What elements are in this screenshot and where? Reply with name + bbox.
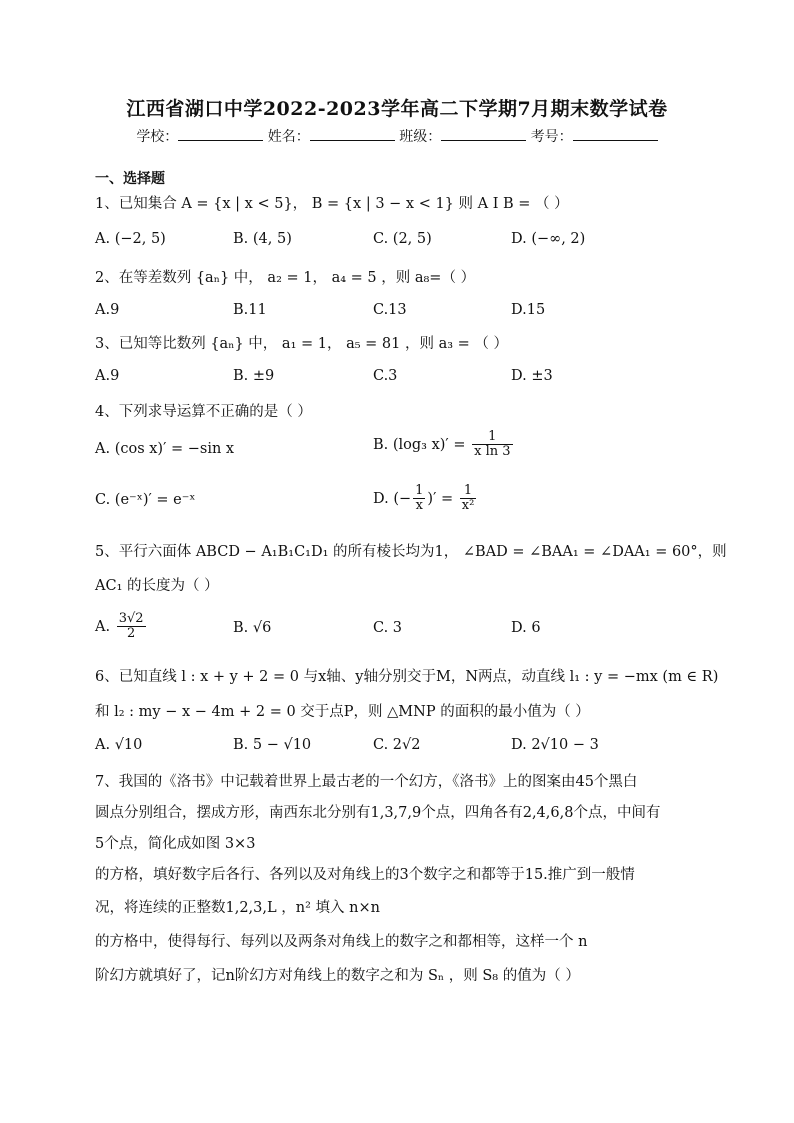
question-3-option-b[interactable]: B. ±9 bbox=[233, 368, 275, 384]
fraction-denominator: x² bbox=[461, 498, 475, 514]
question-6-line-1: 6、已知直线 l : x + y + 2 = 0 与x轴、y轴分别交于M，N两点，动直线 l₁ : y = −mx (m ∈ R) bbox=[95, 669, 719, 685]
fraction-numerator: 3√2 bbox=[118, 611, 144, 626]
question-6-option-a[interactable]: A. √10 bbox=[95, 737, 143, 753]
question-4-option-d[interactable] bbox=[373, 484, 478, 514]
question-1-option-d[interactable]: D. (−∞, 2) bbox=[511, 231, 586, 247]
question-2-option-c[interactable]: C.13 bbox=[373, 302, 407, 318]
question-7-line-2: 圆点分别组合，摆成方形，南西东北分别有1,3,7,9个点，四角各有2,4,6,8个点，中间有 bbox=[95, 805, 661, 821]
number-label: 考号： bbox=[530, 129, 573, 145]
question-4-option-a[interactable]: A. (cos x)′ = −sin x bbox=[95, 441, 235, 457]
class-label: 班级： bbox=[399, 129, 442, 145]
exam-title: 江西省湖口中学2022-2023学年高二下学期7月期末数学试卷 bbox=[126, 98, 668, 120]
question-3-option-c[interactable]: C.3 bbox=[373, 368, 398, 384]
option-d-fraction-1 bbox=[413, 484, 425, 514]
question-5-line-2: AC₁ 的长度为（ ） bbox=[95, 578, 219, 594]
option-b-fraction bbox=[472, 430, 512, 460]
option-b-prefix: B. (log₃ x)′ = bbox=[373, 436, 466, 453]
question-4-stem: 4、下列求导运算不正确的是（ ） bbox=[95, 404, 312, 420]
question-5-option-c[interactable]: C. 3 bbox=[373, 620, 403, 636]
question-7-line-3: 5个点，简化成如图 3×3 bbox=[95, 836, 256, 852]
question-4-option-c[interactable]: C. (e⁻ˣ)′ = e⁻ˣ bbox=[95, 492, 196, 508]
question-6-line-2: 和 l₂ : my − x − 4m + 2 = 0 交于点P，则 △MNP 的面积的最小值为（ ） bbox=[95, 704, 590, 720]
question-5-option-d[interactable]: D. 6 bbox=[511, 620, 541, 636]
question-3-option-a[interactable]: A.9 bbox=[95, 368, 120, 384]
option-a-prefix: A. bbox=[95, 618, 111, 635]
fraction-denominator: x ln 3 bbox=[474, 444, 511, 460]
question-1-option-c[interactable]: C. (2, 5) bbox=[373, 231, 432, 247]
question-1-option-b[interactable]: B. (4, 5) bbox=[233, 231, 292, 247]
fraction-denominator: 2 bbox=[126, 626, 136, 642]
question-7-line-1: 7、我国的《洛书》中记载着世界上最古老的一个幻方，《洛书》上的图案由45个黑白 bbox=[95, 774, 638, 790]
fraction-numerator: 1 bbox=[460, 484, 477, 499]
school-label: 学校： bbox=[136, 129, 179, 145]
question-3-option-d[interactable]: D. ±3 bbox=[511, 368, 553, 384]
question-7-line-4: 的方格，填好数字后各行、各列以及对角线上的3个数字之和都等于15.推广到一般情 bbox=[95, 867, 635, 883]
option-d-middle: )′ = bbox=[427, 490, 454, 507]
question-6-option-b[interactable]: B. 5 − √10 bbox=[233, 737, 312, 753]
student-info-line bbox=[0, 126, 794, 146]
question-6-option-d[interactable]: D. 2√10 − 3 bbox=[511, 737, 599, 753]
option-d-prefix: D. (− bbox=[373, 490, 412, 507]
question-7-line-7: 阶幻方就填好了，记n阶幻方对角线上的数字之和为 Sₙ ，则 S₈ 的值为（ ） bbox=[95, 968, 580, 984]
question-2-stem: 2、在等差数列 {aₙ} 中， a₂ = 1， a₄ = 5 ，则 a₈=（ ） bbox=[95, 270, 476, 286]
fraction-denominator: x bbox=[415, 498, 423, 514]
name-label: 姓名： bbox=[267, 129, 310, 145]
fraction-numerator: 1 bbox=[472, 430, 512, 445]
question-5-option-a[interactable] bbox=[95, 612, 148, 642]
option-d-fraction-2 bbox=[460, 484, 477, 514]
fraction-numerator: 1 bbox=[415, 483, 424, 498]
question-1-option-a[interactable]: A. (−2, 5) bbox=[95, 231, 166, 247]
question-2-option-d[interactable]: D.15 bbox=[511, 302, 546, 318]
question-2-option-a[interactable]: A.9 bbox=[95, 302, 120, 318]
question-6-option-c[interactable]: C. 2√2 bbox=[373, 737, 421, 753]
question-7-line-5: 况，将连续的正整数1,2,3,L ，n² 填入 n×n bbox=[95, 900, 380, 916]
class-blank[interactable] bbox=[441, 128, 526, 141]
name-blank[interactable] bbox=[310, 128, 395, 141]
school-blank[interactable] bbox=[178, 128, 263, 141]
question-4-option-b[interactable] bbox=[373, 430, 515, 460]
question-3-stem: 3、已知等比数列 {aₙ} 中， a₁ = 1， a₅ = 81 ，则 a₃ = （ ） bbox=[95, 336, 509, 352]
number-blank[interactable] bbox=[573, 128, 658, 141]
section-heading: 一、选择题 bbox=[95, 171, 165, 187]
option-a-fraction bbox=[117, 612, 146, 642]
question-2-option-b[interactable]: B.11 bbox=[233, 302, 267, 318]
question-5-option-b[interactable]: B. √6 bbox=[233, 620, 272, 636]
question-1-stem: 1、已知集合 A = {x | x < 5}， B = {x | 3 − x < 1} 则 A I B = （ ） bbox=[95, 196, 569, 212]
question-5-line-1: 5、平行六面体 ABCD − A₁B₁C₁D₁ 的所有棱长均为1， ∠BAD = ∠BAA₁ = ∠DAA₁ = 60°，则 bbox=[95, 544, 727, 560]
question-7-line-6: 的方格中，使得每行、每列以及两条对角线上的数字之和都相等，这样一个 n bbox=[95, 934, 588, 950]
